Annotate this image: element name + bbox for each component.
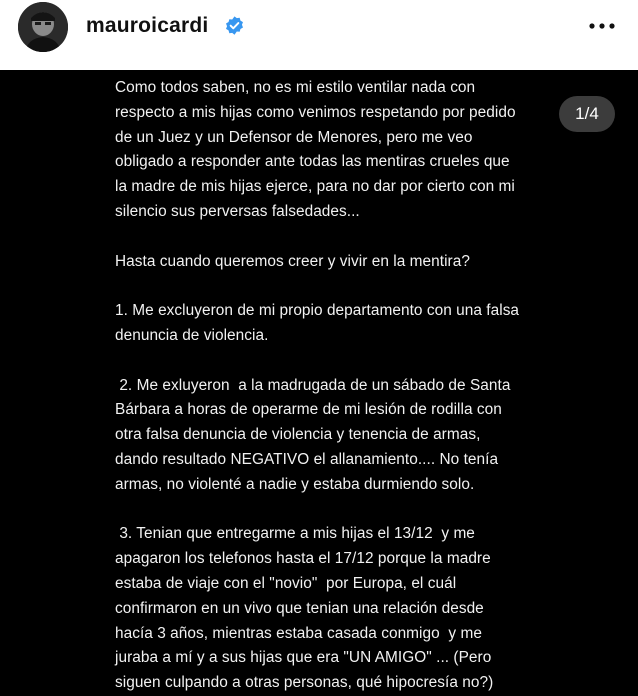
more-dots-icon	[584, 14, 620, 38]
post-text-line: apagaron los telefonos hasta el 17/12 porque la madre	[115, 550, 491, 568]
more-options-button[interactable]	[584, 14, 620, 38]
username[interactable]: mauroicardi	[86, 14, 209, 37]
post-image[interactable]	[0, 70, 638, 696]
post-text	[115, 76, 535, 696]
post-text-line: Como todos saben, no es mi estilo ventilar nada con	[115, 79, 476, 96]
post-text-line: dando resultado NEGATIVO el allanamiento.... No tenía	[115, 450, 499, 468]
post-text-line: juraba a mí y a sus hijas que era "UN AMIGO" ... (Pero	[115, 649, 492, 667]
post-text-line	[115, 225, 535, 250]
post-text-line: 1. Me excluyeron de mi propio departamento con una falsa	[115, 302, 520, 320]
post-text-line: la madre de mis hijas ejerce, para no dar por cierto con mi	[115, 178, 515, 196]
post-text-line: 3. Tenian que entregarme a mis hijas el 13/12 y me	[115, 525, 475, 543]
post-text-line: 2. Me exluyeron a la madrugada de un sábado de Santa	[115, 376, 511, 394]
post-text-line: silencio sus perversas falsedades...	[115, 202, 360, 220]
verified-badge-icon	[224, 15, 245, 36]
post-text-line: Bárbara a horas de operarme de mi lesión de rodilla con	[115, 401, 502, 419]
post-text-line	[115, 349, 535, 374]
post-text-line: confirmaron en un vivo que tenian una relación desde	[115, 599, 484, 617]
post-header	[0, 0, 638, 70]
post-text-line: respecto a mis hijas como venimos respetando por pedido	[115, 103, 516, 121]
post-text-line: denuncia de violencia.	[115, 326, 269, 344]
carousel-counter: 1/4	[559, 96, 615, 132]
profile-photo-icon	[18, 2, 68, 52]
post-text-line: Hasta cuando queremos creer y vivir en la mentira?	[115, 252, 470, 270]
post-text-line: de un Juez y un Defensor de Menores, pero me veo	[115, 128, 473, 146]
post-text-line: hacía 3 años, mientras estaba casada conmigo y me	[115, 624, 482, 642]
post-text-line: estaba de viaje con el "novio" por Europa, el cuál	[115, 574, 457, 592]
post-text-line: siguen culpando a otras personas, qué hipocresía no?)	[115, 674, 494, 692]
avatar[interactable]	[18, 2, 68, 52]
post-text-line	[115, 498, 535, 523]
post-text-line: obligado a responder ante todas las mentiras crueles que	[115, 153, 510, 171]
post-text-line	[115, 274, 535, 299]
post-text-line: armas, no violenté a nadie y estaba durmiendo solo.	[115, 475, 475, 493]
post-text-line: otra falsa denuncia de violencia y tenencia de armas,	[115, 426, 481, 444]
